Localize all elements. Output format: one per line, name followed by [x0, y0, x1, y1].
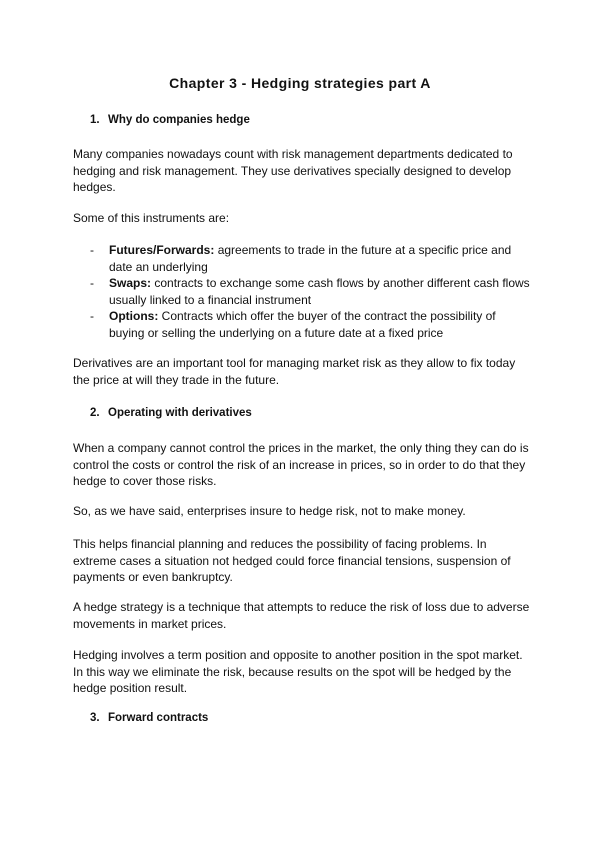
section-title: Why do companies hedge — [108, 114, 250, 126]
paragraph — [73, 146, 533, 196]
list-item — [90, 242, 530, 275]
paragraph — [73, 599, 533, 632]
bullet-text: Contracts which offer the buyer of the contract the possibility of buying or selling the underlying on a future date at a fixed price — [109, 309, 496, 340]
bullet-list — [90, 242, 530, 341]
paragraph — [73, 536, 533, 586]
paragraph — [73, 355, 533, 388]
bullet-text: contracts to exchange some cash flows by another different cash flows usually linked to a financial instrument — [109, 276, 530, 307]
bullet-term: Swaps: — [109, 276, 152, 290]
paragraph-text: So, as we have said, enterprises insure to hedge risk, not to make money. — [73, 504, 466, 518]
section-title: Forward contracts — [108, 712, 209, 724]
paragraph-text: When a company cannot control the prices in the market, the only thing they can do is control the costs or control the risk of an increase in prices, so in order to do that they hedge to cover those risks. — [73, 441, 529, 488]
section-number: 1. — [90, 114, 100, 126]
section-heading-2 — [90, 407, 252, 419]
section-number: 3. — [90, 712, 100, 724]
paragraph-text: Many companies nowadays count with risk management departments dedicated to hedging and risk management. They use derivatives specially designed to develop hedges. — [73, 147, 513, 194]
section-heading-1 — [90, 114, 250, 126]
bullet-dash: - — [90, 243, 94, 257]
bullet-dash: - — [90, 276, 94, 290]
bullet-dash: - — [90, 309, 94, 323]
list-item — [90, 275, 530, 308]
paragraph-text: Hedging involves a term position and opposite to another position in the spot market. In this way we eliminate the risk, because results on the spot will be hedged by the hedge position result. — [73, 648, 523, 695]
bullet-term: Futures/Forwards: — [109, 243, 215, 257]
list-item — [90, 308, 530, 341]
bullet-term: Options: — [109, 309, 159, 323]
section-title: Operating with derivatives — [108, 407, 252, 419]
paragraph-text: Some of this instruments are: — [73, 211, 230, 225]
page-title: Chapter 3 - Hedging strategies part A — [169, 75, 431, 91]
section-number: 2. — [90, 407, 100, 419]
paragraph — [73, 440, 533, 490]
paragraph-text: This helps financial planning and reduces the possibility of facing problems. In extreme cases a situation not hedged could force financial tensions, suspension of payments or even bankruptcy. — [73, 537, 511, 584]
paragraph-text: Derivatives are an important tool for managing market risk as they allow to fix today the price at will they trade in the future. — [73, 356, 516, 387]
paragraph — [73, 210, 533, 227]
paragraph — [73, 647, 533, 697]
bullet-text: agreements to trade in the future at a specific price and date an underlying — [109, 243, 512, 274]
paragraph — [73, 503, 533, 520]
section-heading-3 — [90, 712, 208, 724]
paragraph-text: A hedge strategy is a technique that attempts to reduce the risk of loss due to adverse movements in market prices. — [73, 600, 530, 631]
